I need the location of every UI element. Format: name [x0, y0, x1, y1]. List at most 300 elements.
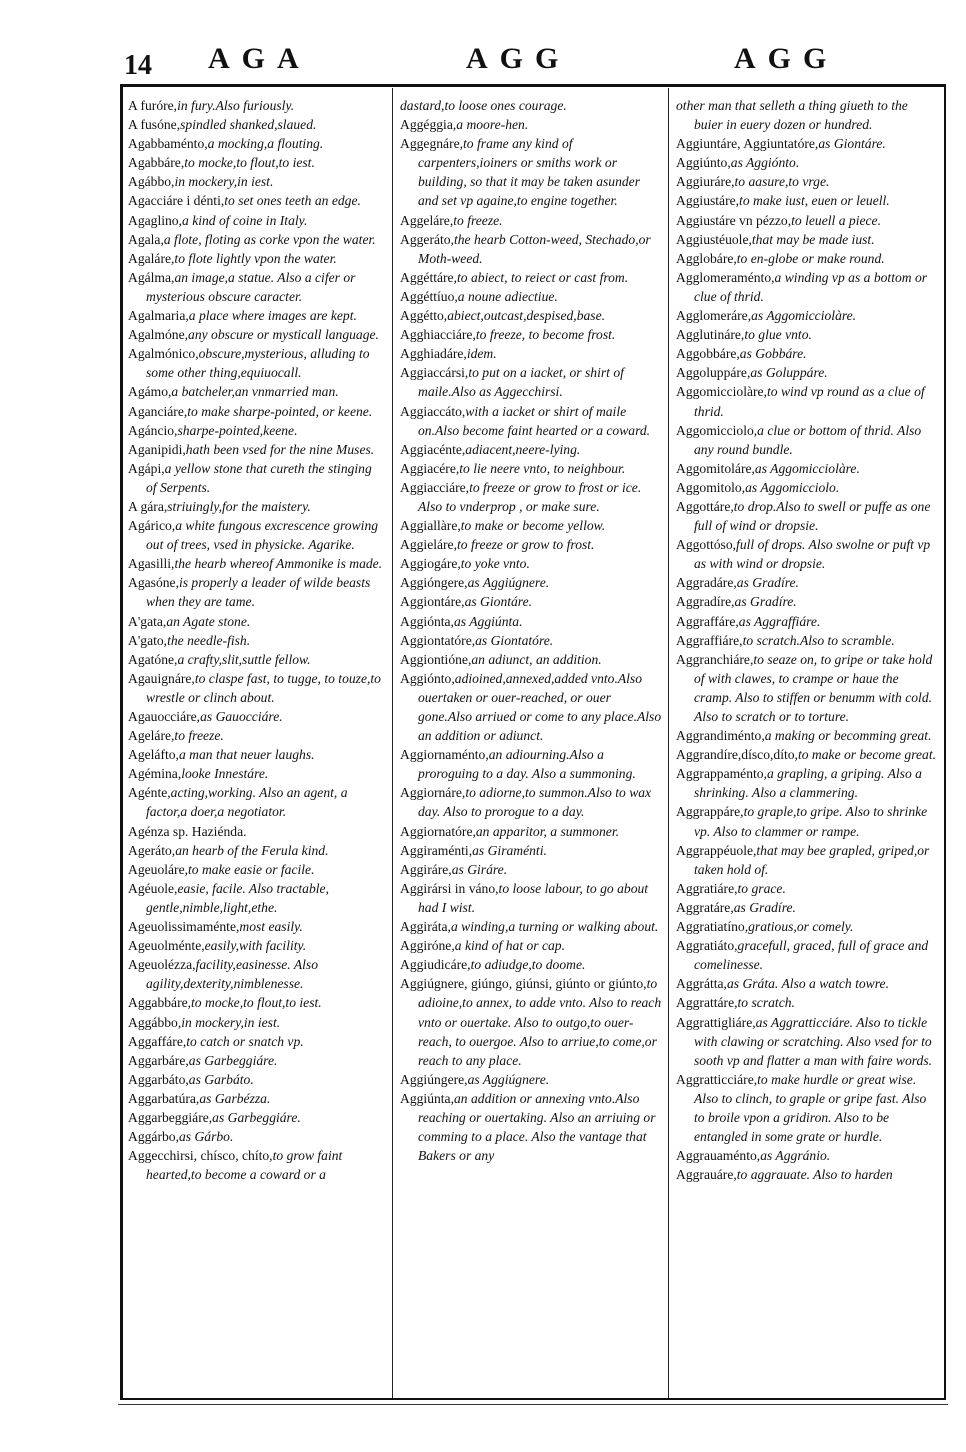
dictionary-entry	[128, 268, 384, 306]
entry-definition: as Garbáto.	[188, 1071, 254, 1087]
dictionary-entry	[128, 860, 384, 879]
entry-headword: Aggarbáto,	[128, 1071, 189, 1087]
dictionary-entry	[128, 211, 384, 230]
entry-definition: to make easie or facile.	[188, 861, 315, 877]
page-frame-left-rule	[120, 84, 123, 1400]
entry-definition: a flote, floting as corke vpon the water.	[163, 231, 376, 247]
dictionary-entry	[128, 955, 384, 993]
entry-headword: Ageláfto,	[128, 747, 179, 763]
entry-definition: to scratch.	[737, 995, 795, 1011]
entry-headword: Agalmóne,	[128, 327, 189, 343]
dictionary-entry	[676, 592, 938, 611]
entry-definition: as Aggiúnta.	[454, 613, 523, 629]
dictionary-entry	[128, 631, 384, 650]
entry-definition: a winding,a turning or walking about.	[450, 919, 659, 935]
dictionary-entry	[676, 573, 938, 592]
entry-definition: an adiourning.Also a proroguing to a day. Also a summoning.	[418, 747, 636, 782]
entry-definition: to wind vp round as a clue of thrid.	[694, 384, 925, 419]
dictionary-entry	[400, 363, 662, 401]
dictionary-entry	[128, 936, 384, 955]
entry-headword: Aggecchirsi, chísco, chíto,	[128, 1148, 273, 1164]
entry-definition: any obscure or mysticall language.	[188, 327, 379, 343]
entry-headword: Agglobáre,	[676, 250, 737, 266]
entry-definition: in mockery,in iest.	[181, 1014, 281, 1030]
entry-headword: Agábbo,	[128, 174, 175, 190]
dictionary-entry	[676, 802, 938, 840]
entry-definition: as Gradíre.	[733, 899, 796, 915]
dictionary-entry	[128, 745, 384, 764]
entry-headword: Aggiustéuole,	[676, 231, 752, 247]
entry-headword: Aggiontatóre,	[400, 632, 476, 648]
dictionary-entry	[676, 612, 938, 631]
dictionary-entry	[676, 459, 938, 478]
entry-definition: as Aggomicciolàre.	[754, 460, 860, 476]
entry-headword: Aggraffáre,	[676, 613, 739, 629]
entry-headword: Aggiúnta,	[400, 1090, 454, 1106]
entry-headword: Aggiraménti,	[400, 842, 473, 858]
entry-definition: an adiunct, an addition.	[471, 651, 602, 667]
entry-definition: to claspe fast, to tugge, to touze,to wrestle or clinch about.	[146, 670, 381, 705]
dictionary-entry	[676, 363, 938, 382]
entry-definition: to aggrauate. Also to harden	[736, 1167, 893, 1183]
entry-definition: to yoke vnto.	[460, 556, 530, 572]
dictionary-entry	[400, 115, 662, 134]
entry-definition: abiect,outcast,despised,base.	[447, 308, 606, 324]
entry-definition: to en-globe or make round.	[736, 250, 885, 266]
entry-definition: in mockery,in iest.	[174, 174, 274, 190]
dictionary-entry	[676, 211, 938, 230]
entry-headword: A furóre,	[128, 98, 178, 113]
entry-headword: Agárico,	[128, 518, 176, 534]
dictionary-entry	[400, 860, 662, 879]
dictionary-entry	[128, 707, 384, 726]
dictionary-entry	[676, 1146, 938, 1165]
dictionary-entry	[128, 402, 384, 421]
dictionary-entry	[676, 993, 938, 1012]
entry-definition: to mocke,to flout,to iest.	[184, 155, 315, 171]
entry-headword: Agghiadáre,	[400, 346, 467, 362]
entry-definition: to freeze.	[174, 728, 224, 744]
entry-definition: to mocke,to flout,to iest.	[191, 995, 322, 1011]
entry-definition: as Gradíre.	[736, 575, 799, 591]
entry-definition: to freeze, to become frost.	[475, 327, 616, 343]
entry-definition: idem.	[466, 346, 497, 362]
entry-headword: Aggomicciolo,	[676, 422, 758, 438]
dictionary-entry	[128, 573, 384, 611]
dictionary-entry	[128, 1127, 384, 1146]
dictionary-entry	[128, 783, 384, 821]
dictionary-entry	[676, 344, 938, 363]
entry-headword: Ageláre,	[128, 728, 175, 744]
dictionary-entry	[676, 478, 938, 497]
entry-headword: Agámo,	[128, 384, 172, 400]
entry-headword: Aggeráto,	[400, 231, 454, 247]
dictionary-entry	[400, 822, 662, 841]
entry-definition: as Gárbo.	[178, 1129, 234, 1145]
dictionary-entry	[676, 726, 938, 745]
dictionary-entry	[128, 115, 384, 134]
entry-headword: Aggradíre,	[676, 594, 735, 610]
entry-definition: a moore-hen.	[456, 117, 529, 133]
entry-headword: Aggrappéuole,	[676, 842, 757, 858]
entry-definition: a kind of hat or cap.	[454, 938, 566, 954]
entry-headword: Aggratáre,	[676, 899, 734, 915]
dictionary-entry	[128, 440, 384, 459]
entry-definition: as Aggomicciolàre.	[751, 308, 857, 324]
entry-definition: adioined,annexed,added vnto.Also ouertaken or ouer-reached, or ouer gone.Also arriued or come to any place.Also an addition or adiunct.	[418, 670, 662, 744]
dictionary-entry	[676, 917, 938, 936]
dictionary-entry	[128, 96, 384, 115]
entry-headword: Aggomicciolàre,	[676, 384, 767, 400]
dictionary-entry	[676, 1070, 938, 1146]
entry-definition: to make iust, euen or leuell.	[739, 193, 890, 209]
entry-headword: Aggrandiménto,	[676, 728, 765, 744]
entry-definition: to frame any kind of carpenters,ioiners or smiths work or building, so that it may be taken asunder and set vp againe,to engine together.	[418, 136, 641, 209]
dictionary-entry	[128, 879, 384, 917]
dictionary-entry	[128, 1013, 384, 1032]
dictionary-entry	[400, 268, 662, 287]
entry-definition: dastard,to loose ones courage.	[400, 98, 567, 113]
dictionary-entry	[400, 516, 662, 535]
entry-definition: with a iacket or shirt of maile on.Also become faint hearted or a coward.	[418, 403, 651, 438]
dictionary-entry	[400, 879, 662, 917]
dictionary-entry	[400, 306, 662, 325]
dictionary-entry	[400, 1089, 662, 1165]
entry-headword: Aggéttíuo,	[400, 288, 458, 304]
entry-definition: to make hurdle or great wise. Also to clinch, to graple or gripe fast. Also to broile vpon a gridiron. Also to be entangled in some grate or hurdle.	[694, 1071, 927, 1145]
dictionary-entry	[128, 306, 384, 325]
entry-definition: to make sharpe-pointed, or keene.	[187, 403, 373, 419]
entry-definition: an image,a statue. Also a cifer or mysterious obscure caracter.	[146, 269, 356, 304]
dictionary-entry	[676, 230, 938, 249]
column-3	[676, 96, 938, 1184]
entry-definition: to catch or snatch vp.	[186, 1033, 304, 1049]
entry-definition: as Giraménti.	[472, 842, 547, 858]
entry-definition: to make or become great.	[797, 747, 936, 763]
entry-headword: Agasóne,	[128, 575, 179, 591]
entry-definition: to lie neere vnto, to neighbour.	[459, 460, 626, 476]
entry-definition: as Aggiúgnere.	[467, 1071, 550, 1087]
entry-headword: Agabbáre,	[128, 155, 185, 171]
entry-headword: Agglutináre,	[676, 327, 745, 343]
entry-definition: a noune adiectiue.	[457, 288, 558, 304]
dictionary-entry	[676, 936, 938, 974]
dictionary-entry	[128, 841, 384, 860]
entry-headword: A fusóne,	[128, 117, 181, 133]
dictionary-entry	[128, 1051, 384, 1070]
entry-definition: spindled shanked,slaued.	[180, 117, 317, 133]
entry-headword: Aggiróne,	[400, 938, 455, 954]
dictionary-entry	[400, 459, 662, 478]
dictionary-entry	[676, 745, 938, 764]
entry-headword: Ageuoláre,	[128, 861, 189, 877]
entry-headword: A'gata,	[128, 613, 167, 629]
dictionary-entry	[400, 592, 662, 611]
column-2	[400, 96, 662, 1165]
dictionary-entry	[128, 134, 384, 153]
entry-definition: a white fungous excrescence growing out of trees, vsed in physicke. Agarike.	[146, 518, 379, 553]
dictionary-entry	[676, 898, 938, 917]
entry-headword: Aggiornaménto,	[400, 747, 489, 763]
entry-headword: Aggiúnto,	[676, 155, 731, 171]
dictionary-entry	[400, 936, 662, 955]
dictionary-entry	[676, 631, 938, 650]
entry-definition: to leuell a piece.	[791, 212, 881, 228]
entry-definition: as Aggratticciáre. Also to tickle with clawing or scratching. Also vsed for to sooth vp and flatter a man with faire words.	[694, 1014, 933, 1068]
dictionary-entry	[128, 382, 384, 401]
entry-headword: Aggarbatúra,	[128, 1090, 200, 1106]
dictionary-entry	[128, 249, 384, 268]
entry-definition: as Giontáre.	[818, 136, 886, 152]
dictionary-entry	[128, 612, 384, 631]
dictionary-entry	[676, 497, 938, 535]
entry-headword: Agénza sp. Haziénda.	[128, 823, 247, 839]
dictionary-entry	[128, 191, 384, 210]
entry-headword: Aggeláre,	[400, 212, 454, 228]
entry-definition: a kind of coine in Italy.	[182, 212, 308, 228]
entry-definition: to freeze or grow to frost or ice. Also to vnderprop , or make sure.	[418, 479, 642, 514]
entry-definition: a clue or bottom of thrid. Also any round bundle.	[694, 422, 922, 457]
entry-definition: to adiudge,to doome.	[470, 957, 586, 973]
entry-definition: as Garbeggiáre.	[212, 1109, 301, 1125]
entry-headword: Aggieláre,	[400, 537, 457, 553]
column-divider-1	[392, 88, 393, 1398]
entry-definition: an addition or annexing vnto.Also reaching or ouertaking. Also an arriuing or comming to a place. Also the vantage that Bakers or any	[418, 1090, 656, 1164]
dictionary-entry	[400, 1070, 662, 1089]
dictionary-entry	[128, 917, 384, 936]
dictionary-entry	[128, 1089, 384, 1108]
entry-definition: the hearb Cotton-weed, Stechado,or Moth-weed.	[418, 231, 651, 266]
entry-headword: Aggrappáre,	[676, 804, 744, 820]
dictionary-entry	[400, 783, 662, 821]
dictionary-entry	[128, 516, 384, 554]
entry-headword: Agálma,	[128, 269, 175, 285]
entry-definition: an apparitor, a summoner.	[475, 823, 619, 839]
dictionary-entry	[400, 841, 662, 860]
dictionary-entry	[676, 153, 938, 172]
entry-headword: Aggratiatíno,	[676, 919, 749, 935]
running-head-left: AGA	[208, 42, 311, 75]
dictionary-entry	[676, 134, 938, 153]
dictionary-entry	[400, 402, 662, 440]
entry-headword: Aggiustáre vn pézzo,	[676, 212, 792, 228]
entry-headword: Aggaffáre,	[128, 1033, 187, 1049]
entry-headword: Aggegnáre,	[400, 136, 464, 152]
entry-definition: an Agate stone.	[166, 613, 251, 629]
entry-definition: the hearb whereof Ammonike is made.	[174, 556, 383, 572]
entry-headword: Aggiúgnere, giúngo, giúnsi, giúnto or giúnto,	[400, 976, 647, 992]
dictionary-entry	[400, 917, 662, 936]
entry-headword: A gára,	[128, 498, 168, 514]
entry-headword: Aggobbáre,	[676, 346, 740, 362]
entry-definition: is properly a leader of wilde beasts when they are tame.	[146, 575, 371, 610]
running-head-right: AGG	[734, 42, 839, 75]
entry-definition: the needle-fish.	[167, 632, 251, 648]
entry-headword: Aggiúngere,	[400, 1071, 468, 1087]
entry-headword: Aggabbáre,	[128, 995, 192, 1011]
dictionary-entry	[128, 1146, 384, 1184]
entry-headword: Aggrattáre,	[676, 995, 738, 1011]
entry-headword: Aganciáre,	[128, 403, 188, 419]
entry-definition: to adioine,to annex, to adde vnto. Also to reach vnto or ouertake. Also to outgo,to ouer-reach, to ouergoe. Also to arriue,to come,or reach to any place.	[418, 976, 662, 1068]
entry-definition: a crafty,slit,suttle fellow.	[177, 651, 311, 667]
entry-definition: as Garbeggiáre.	[188, 1052, 278, 1068]
entry-definition: to grow faint hearted,to become a coward or a	[146, 1148, 343, 1183]
entry-headword: Agaglino,	[128, 212, 182, 228]
entry-headword: Agghiacciáre,	[400, 327, 476, 343]
entry-definition: striuingly,for the maistery.	[167, 498, 311, 514]
entry-definition: to glue vnto.	[744, 327, 812, 343]
dictionary-entry	[400, 535, 662, 554]
entry-headword: Aggiuráre,	[676, 174, 735, 190]
entry-definition: to graple,to gripe. Also to shrinke vp. Also to clammer or rampe.	[694, 804, 928, 839]
entry-headword: Aggiónta,	[400, 613, 454, 629]
entry-definition: acting,working. Also an agent, a factor,a doer,a negotiator.	[146, 785, 348, 820]
dictionary-entry	[128, 764, 384, 783]
dictionary-entry	[676, 650, 938, 726]
entry-headword: Aggirársi in váno,	[400, 880, 499, 896]
dictionary-entry	[400, 573, 662, 592]
entry-headword: Agalmaria,	[128, 308, 189, 324]
entry-definition: a yellow stone that cureth the stinging of Serpents.	[146, 460, 372, 495]
dictionary-entry	[128, 325, 384, 344]
entry-headword: Aggratticciáre,	[676, 1071, 758, 1087]
dictionary-entry	[400, 211, 662, 230]
entry-headword: Agasilli,	[128, 556, 175, 572]
dictionary-entry	[676, 421, 938, 459]
entry-definition: to freeze or grow to frost.	[457, 537, 595, 553]
entry-definition: a grapling, a griping. Also a shrinking. Also a clammering.	[694, 766, 922, 801]
dictionary-entry	[128, 1108, 384, 1127]
entry-definition: as Aggomicciolo.	[745, 479, 840, 495]
entry-headword: Agaláre,	[128, 250, 175, 266]
page-number: 14	[124, 50, 152, 81]
dictionary-entry	[400, 96, 662, 115]
entry-definition: in fury.Also furiously.	[177, 98, 295, 113]
dictionary-entry	[676, 974, 938, 993]
dictionary-entry	[400, 440, 662, 459]
entry-headword: Aggéggia,	[400, 117, 457, 133]
entry-definition: full of drops. Also swolne or puft vp as with wind or dropsie.	[694, 537, 931, 572]
dictionary-entry	[676, 1013, 938, 1070]
entry-definition: looke Innestáre.	[181, 766, 269, 782]
dictionary-entry	[400, 669, 662, 745]
entry-definition: as Aggraffiáre.	[738, 613, 821, 629]
entry-definition: to make or become yellow.	[460, 518, 606, 534]
page-frame-bottom-rule-outer	[118, 1404, 948, 1405]
entry-definition: gracefull, graced, full of grace and comelinesse.	[694, 938, 929, 973]
dictionary-entry	[128, 421, 384, 440]
entry-headword: Aggrauáre,	[676, 1167, 737, 1183]
entry-definition: to put on a iacket, or shirt of maile.Also as Aggecchirsi.	[418, 365, 624, 400]
entry-definition: obscure,mysterious, alluding to some other thing,equiuocall.	[146, 346, 370, 381]
entry-headword: Aggiontáre,	[400, 594, 465, 610]
entry-headword: Agglomeraménto,	[676, 269, 775, 285]
entry-definition: other man that selleth a thing giueth to the buier in euery dozen or hundred.	[676, 98, 908, 133]
dictionary-entry	[676, 96, 938, 134]
entry-headword: Aggomitolo,	[676, 479, 746, 495]
entry-definition: a batcheler,an vnmarried man.	[171, 384, 339, 400]
entry-headword: Aggrappaménto,	[676, 766, 767, 782]
entry-headword: Agglomeráre,	[676, 308, 752, 324]
dictionary-entry	[128, 497, 384, 516]
dictionary-entry	[128, 554, 384, 573]
page-frame-bottom-rule	[120, 1398, 946, 1400]
entry-headword: Agéuole,	[128, 880, 178, 896]
entry-headword: Aggiornáre,	[400, 785, 466, 801]
entry-definition: as Gráta. Also a watch towre.	[726, 976, 889, 992]
dictionary-entry	[676, 306, 938, 325]
dictionary-entry	[128, 1070, 384, 1089]
entry-headword: Agauignáre,	[128, 670, 195, 686]
entry-definition: an hearb of the Ferula kind.	[175, 842, 329, 858]
entry-headword: Aggiallàre,	[400, 518, 461, 534]
entry-definition: to freeze.	[453, 212, 503, 228]
entry-headword: Agala,	[128, 231, 164, 247]
entry-headword: Aggióngere,	[400, 575, 468, 591]
entry-definition: a mocking,a flouting.	[207, 136, 324, 152]
dictionary-entry	[676, 841, 938, 879]
entry-headword: Agatóne,	[128, 651, 178, 667]
entry-headword: Agauocciáre,	[128, 709, 201, 724]
entry-headword: Aggiontióne,	[400, 651, 472, 667]
entry-headword: Aggarbáre,	[128, 1052, 189, 1068]
entry-headword: Aggiogáre,	[400, 556, 461, 572]
entry-headword: Aggiuntáre, Aggiuntatóre,	[676, 136, 819, 152]
dictionary-entry	[400, 612, 662, 631]
entry-headword: Aggárbo,	[128, 1129, 179, 1145]
entry-definition: adiacent,neere-lying.	[465, 441, 581, 457]
dictionary-entry	[400, 287, 662, 306]
dictionary-entry	[676, 191, 938, 210]
entry-headword: Agalmónico,	[128, 346, 199, 362]
dictionary-entry	[676, 879, 938, 898]
dictionary-entry	[676, 764, 938, 802]
entry-definition: to set ones teeth an edge.	[224, 193, 361, 209]
entry-definition: as Aggiúgnere.	[467, 575, 550, 591]
entry-headword: Aggiustáre,	[676, 193, 740, 209]
entry-headword: Aggratiáre,	[676, 880, 738, 896]
entry-headword: Aggiráre,	[400, 861, 452, 877]
dictionary-entry	[676, 268, 938, 306]
entry-definition: as Aggránio.	[760, 1148, 831, 1164]
dictionary-entry	[400, 134, 662, 210]
entry-definition: to flote lightly vpon the water.	[174, 250, 337, 266]
entry-definition: to scratch.Also to scramble.	[742, 632, 895, 648]
entry-headword: Ageráto,	[128, 842, 176, 858]
dictionary-entry	[400, 478, 662, 516]
dictionary-entry	[128, 822, 384, 841]
entry-definition: that may be made iust.	[751, 231, 875, 247]
dictionary-entry	[128, 459, 384, 497]
dictionary-entry	[400, 325, 662, 344]
dictionary-entry	[400, 745, 662, 783]
entry-definition: as Goluppáre.	[750, 365, 828, 381]
entry-definition: as Garbézza.	[199, 1090, 271, 1106]
dictionary-entry	[676, 172, 938, 191]
dictionary-entry	[676, 1165, 938, 1184]
entry-definition: as Gobbáre.	[739, 346, 807, 362]
entry-definition: to seaze on, to gripe or take hold of with clawes, to crampe or haue the cramp. Also to stiffen or benumm with cold. Also to scratch or to torture.	[694, 651, 933, 724]
entry-headword: Agacciáre i dénti,	[128, 193, 225, 209]
entry-headword: Aggiónto,	[400, 670, 455, 686]
column-1	[128, 96, 384, 1184]
entry-headword: Aggiornatóre,	[400, 823, 476, 839]
entry-definition: most easily.	[239, 919, 303, 935]
column-divider-2	[668, 88, 669, 1398]
entry-headword: Aggiaccársi,	[400, 365, 469, 381]
dictionary-entry	[128, 153, 384, 172]
